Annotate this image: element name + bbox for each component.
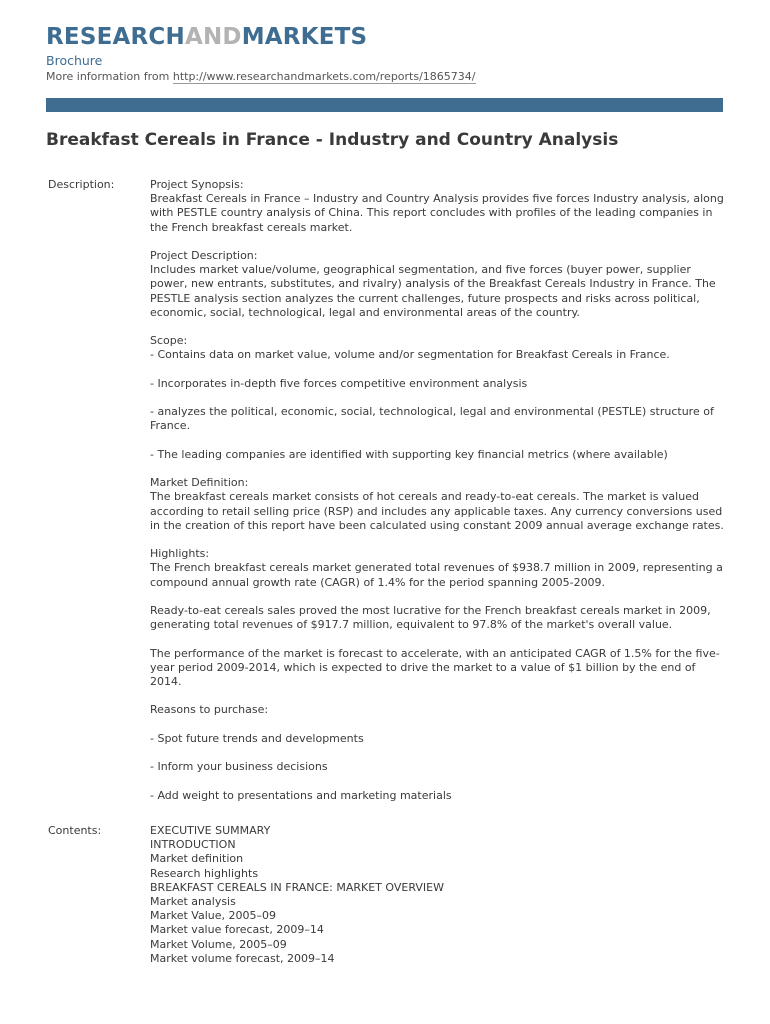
- project-description: [150, 249, 726, 320]
- scope-item: - The leading companies are identified with supporting key financial metrics (where available): [150, 447, 668, 461]
- brochure-label: Brochure: [46, 53, 103, 68]
- contents-label: Contents:: [48, 824, 102, 837]
- contents-item: BREAKFAST CEREALS IN FRANCE: MARKET OVERVIEW: [150, 880, 444, 894]
- contents-item: Market value forecast, 2009–14: [150, 923, 324, 937]
- reason-item: - Spot future trends and developments: [150, 731, 364, 745]
- contents-list-wrap: [150, 824, 726, 966]
- project-synopsis: [150, 178, 726, 235]
- project-description-heading: Project Description:: [150, 249, 258, 262]
- reasons-heading: Reasons to purchase:: [150, 703, 269, 717]
- highlights-heading: Highlights:: [150, 547, 210, 561]
- logo: [46, 22, 367, 52]
- scope: [150, 334, 726, 362]
- header-divider-bar: [46, 98, 723, 112]
- market-definition: [150, 476, 726, 533]
- scope-item: - analyzes the political, economic, social, technological, legal and environmental (PESTLE) structure of France.: [150, 405, 714, 433]
- reason-item: - Inform your business decisions: [150, 760, 328, 774]
- scope-item: - Contains data on market value, volume and/or segmentation for Breakfast Cereals in France.: [150, 348, 670, 362]
- contents-item: Market Volume, 2005–09: [150, 937, 287, 951]
- logo-research: RESEARCH: [46, 24, 185, 50]
- project-description-text: Includes market value/volume, geographical segmentation, and five forces (buyer power, supplier power, new entrants, substitutes, and rivalry) analysis of the Breakfast Cereals Industry in France. The PESTLE analysis section analyzes the current challenges, future prospects and risks across political, economic, social, technological, legal and environmental areas of the country.: [150, 263, 716, 319]
- highlights: [150, 547, 726, 590]
- contents-item: Market analysis: [150, 895, 236, 909]
- description-label: Description:: [48, 178, 115, 191]
- project-synopsis-heading: Project Synopsis:: [150, 178, 244, 191]
- page-title: Breakfast Cereals in France - Industry and Country Analysis: [46, 130, 619, 150]
- highlight-item: Ready-to-eat cereals sales proved the most lucrative for the French breakfast cereals market in 2009, generating total revenues of $917.7 million, equivalent to 97.8% of the market's overall value.: [150, 603, 711, 632]
- scope-heading: Scope:: [150, 334, 188, 348]
- logo-and: AND: [184, 24, 242, 50]
- scope-item: - Incorporates in-depth five forces competitive environment analysis: [150, 376, 528, 390]
- contents-item: Market definition: [150, 852, 244, 866]
- contents-item: Market volume forecast, 2009–14: [150, 951, 335, 965]
- logo-markets: MARKETS: [241, 24, 368, 50]
- contents-item: INTRODUCTION: [150, 838, 236, 852]
- contents-list: [150, 824, 726, 966]
- reason-item: - Add weight to presentations and marketing materials: [150, 788, 452, 802]
- more-info-line: [46, 70, 476, 83]
- contents-item: Market Value, 2005–09: [150, 909, 277, 923]
- market-definition-text: The breakfast cereals market consists of hot cereals and ready-to-eat cereals. The market is valued according to retail selling price (RSP) and includes any applicable taxes. Any currency conversions used in the creation of this report have been calculated using constant 2009 annual average exchange rates.: [150, 490, 724, 532]
- contents-item: Research highlights: [150, 866, 259, 880]
- highlight-item: The French breakfast cereals market generated total revenues of $938.7 million in 2009, representing a compound annual growth rate (CAGR) of 1.4% for the period spanning 2005-2009.: [150, 561, 723, 589]
- more-info-text: More information from: [46, 70, 173, 83]
- market-definition-heading: Market Definition:: [150, 476, 249, 490]
- report-link[interactable]: http://www.researchandmarkets.com/reports/1865734/: [172, 70, 476, 83]
- project-synopsis-text: Breakfast Cereals in France – Industry and Country Analysis provides five forces Industry analysis, along with PESTLE country analysis of China. This report concludes with profiles of the leading companies in the French breakfast cereals market.: [150, 192, 724, 234]
- highlight-item: The performance of the market is forecast to accelerate, with an anticipated CAGR of 1.5% for the five-year period 2009-2014, which is expected to drive the market to a value of $1 billion by the end of 2014.: [150, 646, 720, 688]
- description-body: [150, 178, 726, 817]
- contents-item: EXECUTIVE SUMMARY: [150, 824, 271, 837]
